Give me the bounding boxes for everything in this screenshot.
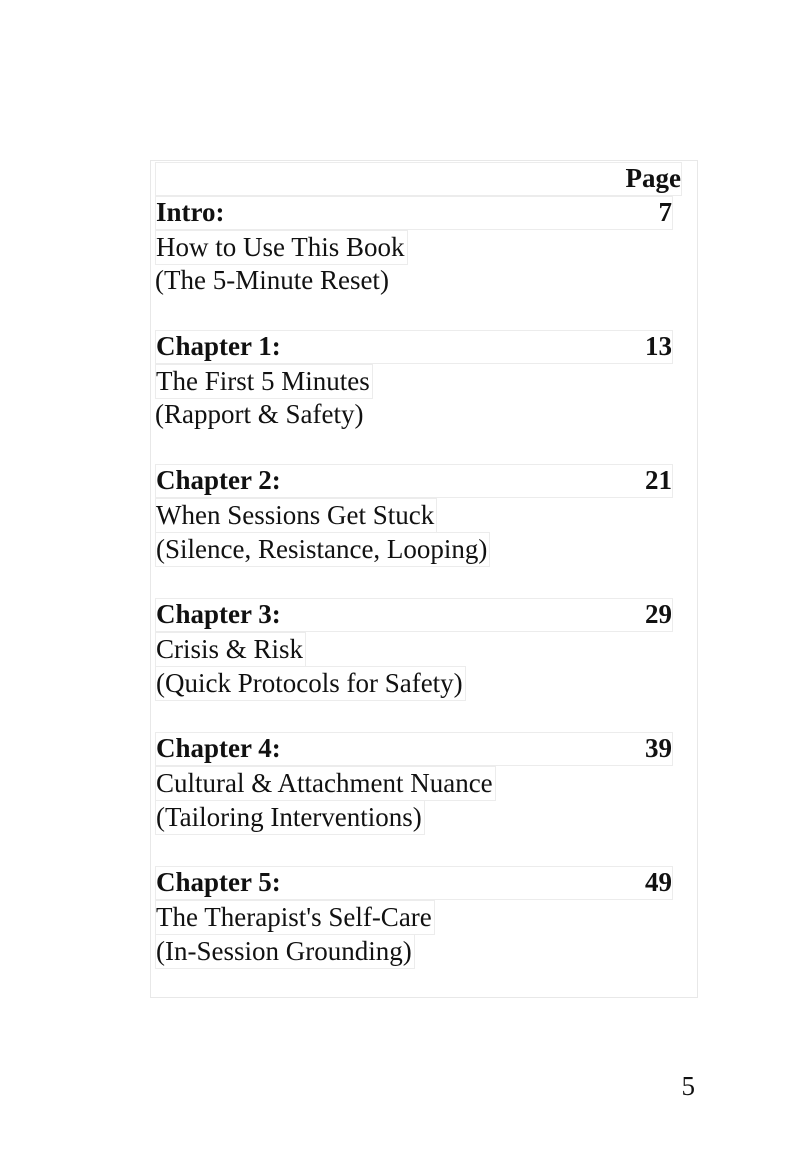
toc-entry-heading <box>155 330 673 364</box>
entry-title: The First 5 Minutes <box>155 364 373 399</box>
entry-heading: Chapter 1: <box>156 331 281 361</box>
entry-heading: Chapter 4: <box>156 733 281 763</box>
entry-subtitle: (Tailoring Interventions) <box>155 800 425 835</box>
entry-heading: Chapter 3: <box>156 599 281 629</box>
entry-title: How to Use This Book <box>155 230 408 265</box>
entry-page-number: 21 <box>645 465 672 495</box>
entry-page-number: 7 <box>658 197 672 227</box>
entry-title: Crisis & Risk <box>155 632 306 667</box>
entry-title: Cultural & Attachment Nuance <box>155 766 496 801</box>
toc-entry-heading <box>155 732 673 766</box>
entry-title: When Sessions Get Stuck <box>155 498 437 533</box>
entry-heading: Chapter 5: <box>156 867 281 897</box>
entry-page-number: 29 <box>645 599 672 629</box>
entry-subtitle: (In-Session Grounding) <box>155 934 415 969</box>
entry-subtitle: (Quick Protocols for Safety) <box>155 666 466 701</box>
entry-heading: Chapter 2: <box>156 465 281 495</box>
entry-page-number: 39 <box>645 733 672 763</box>
toc-entry-heading <box>155 598 673 632</box>
toc-entry-heading <box>155 196 673 230</box>
entry-subtitle: (Silence, Resistance, Looping) <box>155 532 490 567</box>
entry-title: The Therapist's Self-Care <box>155 900 435 935</box>
entry-page-number: 13 <box>645 331 672 361</box>
page-column-label: Page <box>625 163 681 193</box>
entry-heading: Intro: <box>156 197 225 227</box>
toc-entry-heading <box>155 464 673 498</box>
entry-subtitle: (The 5-Minute Reset) <box>155 265 389 295</box>
page-column-header <box>155 162 682 196</box>
toc-entry-heading <box>155 866 673 900</box>
entry-subtitle: (Rapport & Safety) <box>155 399 364 429</box>
entry-page-number: 49 <box>645 867 672 897</box>
page-number: 5 <box>681 1071 695 1101</box>
